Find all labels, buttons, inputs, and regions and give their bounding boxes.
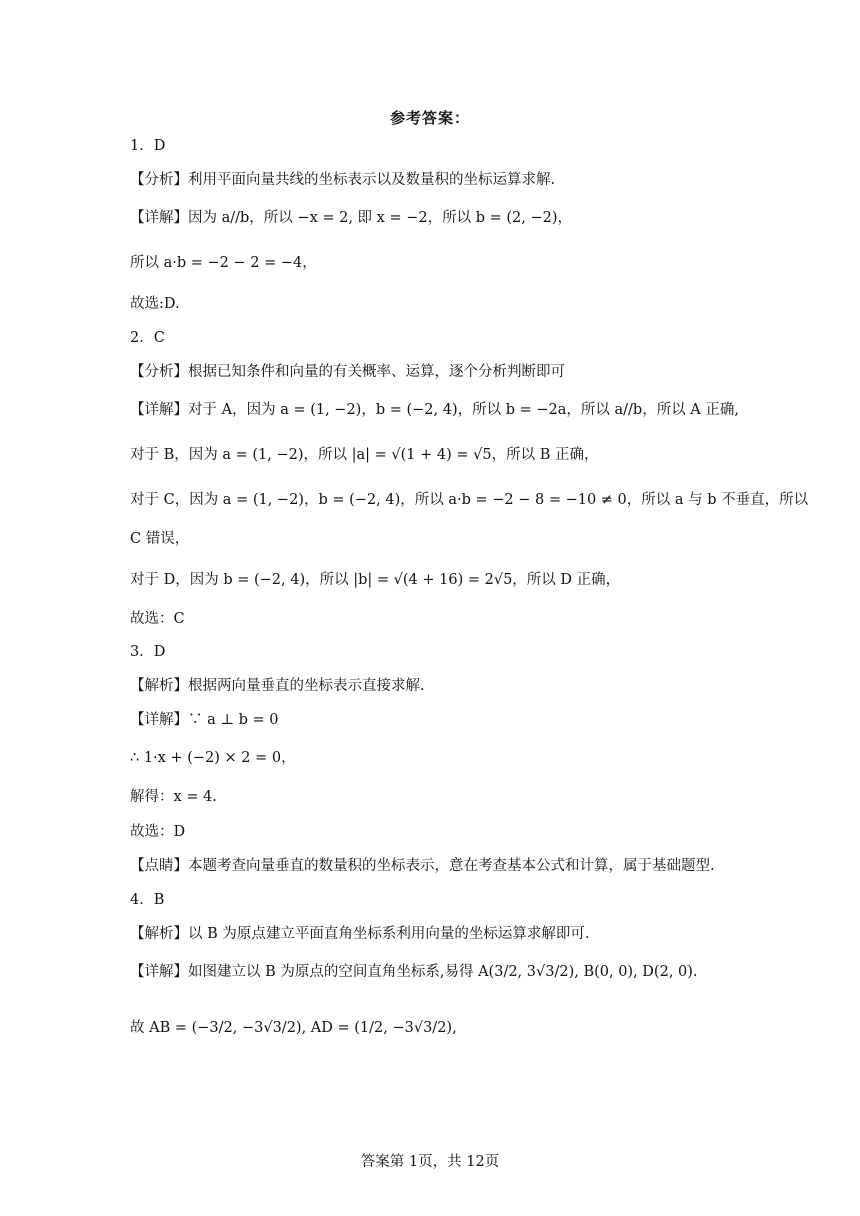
answer-line-3: 【详解】因为 a//b，所以 −x = 2, 即 x = −2，所以 b = (2, −2)，	[130, 210, 572, 226]
answer-line-17: ∴ 1·x + (−2) × 2 = 0，	[130, 750, 296, 766]
answer-line-12: 对于 D，因为 b = (−2, 4)，所以 |b| = √(4 + 16) = 2√5，所以 D 正确，	[130, 572, 621, 588]
answer-line-4: 所以 a·b = −2 − 2 = −4，	[130, 255, 317, 271]
page-footer: 答案第 1页，共 12页	[360, 1154, 500, 1170]
answer-line-11: C 错误，	[130, 531, 190, 547]
page-title: 参考答案：	[389, 109, 470, 127]
answer-line-13: 故选：C	[130, 611, 185, 627]
answer-line-7: 【分析】根据已知条件和向量的有关概率、运算，逐个分析判断即可	[130, 364, 565, 380]
answer-line-18: 解得：x = 4.	[130, 789, 217, 805]
answer-line-14: 3．D	[130, 644, 166, 660]
answer-line-22: 【解析】以 B 为原点建立平面直角坐标系利用向量的坐标运算求解即可.	[130, 926, 590, 942]
answer-line-24: 故 AB = (−3/2, −3√3/2), AD = (1/2, −3√3/2),	[130, 1020, 457, 1036]
answer-line-8: 【详解】对于 A，因为 a = (1, −2)，b = (−2, 4)，所以 b = −2a，所以 a//b，所以 A 正确,	[130, 402, 739, 418]
answer-line-6: 2．C	[130, 330, 165, 346]
answer-line-15: 【解析】根据两向量垂直的坐标表示直接求解.	[130, 678, 425, 694]
answer-line-9: 对于 B，因为 a = (1, −2)，所以 |a| = √(1 + 4) = √5，所以 B 正确，	[130, 447, 599, 463]
answer-line-10: 对于 C，因为 a = (1, −2)，b = (−2, 4)，所以 a·b = −2 − 8 = −10 ≠ 0，所以 a 与 b 不垂直，所以	[130, 492, 809, 508]
answer-line-5: 故选:D.	[130, 296, 180, 312]
answer-line-20: 【点睛】本题考查向量垂直的数量积的坐标表示，意在考查基本公式和计算，属于基础题型.	[130, 858, 715, 874]
answer-line-21: 4．B	[130, 892, 165, 908]
answer-line-16: 【详解】∵ a ⊥ b = 0	[130, 712, 279, 728]
answer-line-2: 【分析】利用平面向量共线的坐标表示以及数量积的坐标运算求解.	[130, 172, 556, 188]
answer-line-19: 故选：D	[130, 824, 186, 840]
answer-line-23: 【详解】如图建立以 B 为原点的空间直角坐标系,易得 A(3/2, 3√3/2), B(0, 0), D(2, 0).	[130, 964, 698, 980]
answer-line-1: 1．D	[130, 138, 166, 154]
